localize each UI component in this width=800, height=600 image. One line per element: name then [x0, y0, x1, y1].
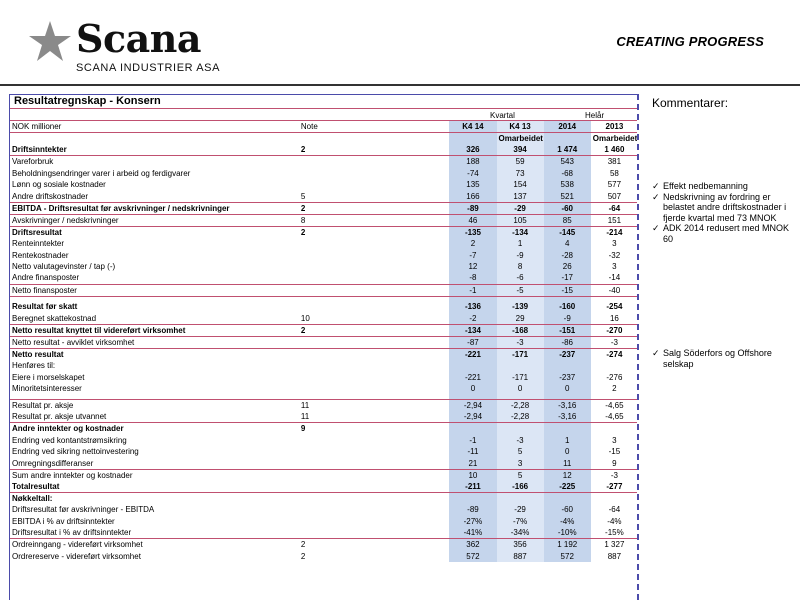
income-statement-sheet [9, 94, 639, 600]
comments-panel [652, 96, 792, 110]
row-value: -28 [544, 249, 591, 261]
row-value: -168 [497, 324, 544, 336]
row-note [299, 360, 449, 372]
group-kvartal: Kvartal [490, 111, 515, 120]
row-value: 26 [544, 261, 591, 273]
row-value: 394 [497, 144, 544, 156]
row-note [299, 458, 449, 470]
row-value: 151 [591, 214, 638, 226]
row-value: 521 [544, 190, 591, 202]
row-value: -2,28 [497, 411, 544, 423]
row-value: 543 [544, 156, 591, 168]
row-value: 59 [497, 156, 544, 168]
row-value: 137 [497, 190, 544, 202]
table-row [10, 324, 638, 336]
row-value: 1 [497, 238, 544, 250]
row-value: -134 [497, 226, 544, 238]
table-row [10, 550, 638, 562]
table-row [10, 504, 638, 516]
row-value: 1 474 [544, 144, 591, 156]
table-row [10, 226, 638, 238]
row-value [591, 360, 638, 372]
table-row [10, 156, 638, 168]
row-label: Andre driftskostnader [12, 191, 89, 201]
row-value: -3 [591, 469, 638, 481]
row-value: 5 [497, 469, 544, 481]
row-value: 0 [449, 383, 496, 395]
row-label: Netto resultat knyttet til videreført virksomhet [10, 324, 299, 336]
checkmark-icon: ✓ [652, 191, 660, 202]
row-label: Sum andre inntekter og kostnader [12, 470, 133, 480]
row-value: -9 [497, 249, 544, 261]
table-row [10, 539, 638, 551]
row-note: 11 [299, 411, 449, 423]
row-note [299, 383, 449, 395]
row-note [299, 371, 449, 383]
row-label: Renteinntekter [12, 238, 65, 248]
row-value: -9 [544, 313, 591, 325]
row-value: -4% [544, 516, 591, 528]
row-label: Beregnet skattekostnad [12, 313, 97, 323]
row-value: -211 [449, 481, 496, 493]
row-value: -225 [544, 481, 591, 493]
row-value [591, 492, 638, 504]
row-value: 11 [544, 458, 591, 470]
row-value: 12 [544, 469, 591, 481]
tagline: CREATING PROGRESS [616, 34, 764, 49]
row-note [299, 167, 449, 179]
table-row [10, 179, 638, 191]
row-value: 326 [449, 144, 496, 156]
row-value: 154 [497, 179, 544, 191]
subheader-k413: Omarbeidet [498, 134, 543, 144]
table-row [10, 214, 638, 226]
row-value: -15 [544, 284, 591, 296]
star-icon [28, 20, 72, 62]
row-value [497, 492, 544, 504]
row-label: EBITDA - Driftsresultat før avskrivninger / nedskrivninger [10, 202, 299, 214]
row-note [299, 284, 449, 296]
row-label: Driftsinntekter [10, 144, 299, 156]
row-note [299, 516, 449, 528]
row-value: -221 [449, 371, 496, 383]
row-value: -60 [544, 202, 591, 214]
row-value: 3 [591, 238, 638, 250]
row-value: -32 [591, 249, 638, 261]
comment-text: ADK 2014 redusert med MNOK 60 [663, 223, 790, 244]
row-note [299, 261, 449, 273]
sheet-title: Resultatregnskap - Konsern [14, 95, 161, 107]
row-label: Endring ved sikring nettoinvestering [12, 447, 139, 457]
row-label: Minoritetsinteresser [12, 384, 82, 394]
table-row [10, 284, 638, 296]
row-value: -1 [449, 434, 496, 446]
row-value: -27% [449, 516, 496, 528]
row-note: 10 [300, 313, 310, 323]
row-value: -274 [591, 348, 638, 360]
row-label: Ordreinngang - videreført virksomhet [12, 540, 143, 550]
comment-item [652, 348, 798, 369]
table-row [10, 458, 638, 470]
row-label: Vareforbruk [12, 157, 54, 167]
row-value: 3 [497, 458, 544, 470]
table-row [10, 411, 638, 423]
subheader-blank [10, 133, 299, 145]
row-value: -29 [497, 202, 544, 214]
table-row [10, 469, 638, 481]
row-value: -3 [497, 336, 544, 348]
table-row [10, 249, 638, 261]
table-row [10, 360, 638, 372]
row-label: Eiere i morselskapet [12, 372, 85, 382]
row-label: Resultat pr. aksje [12, 401, 74, 411]
row-value: -2 [449, 313, 496, 325]
row-value: -145 [544, 226, 591, 238]
row-value: -166 [497, 481, 544, 493]
row-value: -171 [497, 348, 544, 360]
row-value: 356 [497, 539, 544, 551]
row-value: 887 [591, 550, 638, 562]
col-header-2014: 2014 [544, 121, 591, 133]
row-label: Nøkkeltall: [12, 493, 53, 503]
row-value: -135 [449, 226, 496, 238]
row-value: 538 [544, 179, 591, 191]
row-label: Lønn og sosiale kostnader [12, 180, 106, 190]
row-note: 2 [299, 226, 449, 238]
income-statement-table [10, 120, 638, 562]
comment-item [652, 192, 798, 224]
row-label: Netto resultat [10, 348, 299, 360]
row-note [299, 179, 449, 191]
row-value: -10% [544, 527, 591, 539]
row-value [591, 423, 638, 435]
row-value: 1 327 [591, 539, 638, 551]
comment-item [652, 181, 798, 192]
table-row [10, 301, 638, 313]
row-value: -89 [449, 202, 496, 214]
row-value: 1 192 [544, 539, 591, 551]
row-note: 2 [299, 202, 449, 214]
row-note [299, 504, 449, 516]
row-value: 507 [591, 190, 638, 202]
row-note [299, 446, 449, 458]
brand-name: Scana [76, 16, 201, 61]
row-note [299, 492, 449, 504]
table-row [10, 261, 638, 273]
row-value: -17 [544, 272, 591, 284]
table-row [10, 481, 638, 493]
row-value: -277 [591, 481, 638, 493]
row-value: -276 [591, 371, 638, 383]
subheader-blank [299, 133, 449, 145]
row-value: 0 [544, 383, 591, 395]
row-value: -4% [591, 516, 638, 528]
table-row [10, 313, 638, 325]
row-value: -5 [497, 284, 544, 296]
row-value: -160 [544, 301, 591, 313]
row-value: 10 [449, 469, 496, 481]
row-value: -254 [591, 301, 638, 313]
row-note: 11 [300, 401, 310, 411]
row-note [299, 527, 449, 539]
row-value: -151 [544, 324, 591, 336]
table-row [10, 167, 638, 179]
row-value: -11 [449, 446, 496, 458]
row-value: 5 [497, 446, 544, 458]
row-value: -40 [591, 284, 638, 296]
row-note: 2 [300, 551, 306, 561]
row-label: Resultat pr. aksje utvannet [10, 411, 299, 423]
row-note [299, 336, 449, 348]
comment-text: Effekt nedbemanning [663, 181, 748, 191]
row-label: Henføres til: [12, 361, 56, 371]
row-value: 4 [544, 238, 591, 250]
table-row [10, 336, 638, 348]
row-value: -237 [544, 371, 591, 383]
row-value: 8 [497, 261, 544, 273]
table-row [10, 383, 638, 395]
row-value: -4,65 [591, 411, 638, 423]
row-value [449, 423, 496, 435]
scana-logo [28, 18, 228, 74]
row-value: -41% [449, 527, 496, 539]
table-row [10, 434, 638, 446]
row-value: 166 [449, 190, 496, 202]
table-row [10, 492, 638, 504]
row-note [299, 249, 449, 261]
row-value: -34% [497, 527, 544, 539]
row-value [544, 360, 591, 372]
table-row [10, 527, 638, 539]
checkmark-icon: ✓ [652, 181, 660, 191]
col-header-k414: K4 14 [449, 121, 496, 133]
row-value: -237 [544, 348, 591, 360]
row-value: 188 [449, 156, 496, 168]
row-value: -64 [591, 504, 638, 516]
table-row [10, 202, 638, 214]
row-value: 572 [544, 550, 591, 562]
row-value: -139 [497, 301, 544, 313]
row-value: 1 460 [591, 144, 638, 156]
row-value: -7% [497, 516, 544, 528]
row-value: -3 [591, 336, 638, 348]
row-value: 0 [544, 446, 591, 458]
group-helar: Helår [585, 111, 605, 120]
row-value: 887 [497, 550, 544, 562]
row-note [299, 156, 449, 168]
row-value: 3 [591, 261, 638, 273]
row-value [544, 423, 591, 435]
row-note: 2 [300, 540, 306, 550]
row-value: -7 [449, 249, 496, 261]
title-divider [10, 108, 638, 109]
table-row [10, 516, 638, 528]
comments-group-2 [652, 348, 798, 369]
row-label: Resultat før skatt [12, 302, 78, 312]
row-value: -171 [497, 371, 544, 383]
row-value: 572 [449, 550, 496, 562]
row-note: 2 [299, 144, 449, 156]
col-note-header: Note [299, 121, 449, 133]
row-value: -8 [449, 272, 496, 284]
row-value: 16 [591, 313, 638, 325]
row-value: 2 [449, 238, 496, 250]
row-note: 2 [299, 324, 449, 336]
comments-group-1 [652, 181, 798, 244]
row-value: -60 [544, 504, 591, 516]
col-header-2013: 2013 [591, 121, 638, 133]
row-label: Endring ved kontantstrømsikring [12, 435, 127, 445]
row-value: -2,28 [497, 400, 544, 412]
row-value: 362 [449, 539, 496, 551]
row-value: 58 [591, 167, 638, 179]
row-value [497, 423, 544, 435]
row-value: 29 [497, 313, 544, 325]
row-note [299, 301, 449, 313]
table-row [10, 348, 638, 360]
row-label: Netto finansposter [10, 284, 299, 296]
row-value: -15 [591, 446, 638, 458]
table-row [10, 400, 638, 412]
row-value: 73 [497, 167, 544, 179]
row-value [449, 360, 496, 372]
table-header-row [10, 121, 638, 133]
row-label: Netto resultat - avviklet virksomhet [12, 337, 135, 347]
row-value: -3,16 [544, 411, 591, 423]
row-value: -64 [591, 202, 638, 214]
table-row [10, 144, 638, 156]
comments-title: Kommentarer: [652, 96, 729, 110]
row-note [299, 238, 449, 250]
row-value: -86 [544, 336, 591, 348]
row-label: Ordrereserve - videreført virksomhet [12, 551, 141, 561]
row-value: -6 [497, 272, 544, 284]
table-subheader-row [10, 133, 638, 145]
table-row [10, 423, 638, 435]
col-header-k413: K4 13 [497, 121, 544, 133]
row-label: Totalresultat [10, 481, 299, 493]
row-label: Beholdningsendringer varer i arbeid og ferdigvarer [12, 168, 191, 178]
row-value: -2,94 [449, 411, 496, 423]
row-value: -3 [497, 434, 544, 446]
checkmark-icon: ✓ [652, 348, 660, 358]
row-value: 135 [449, 179, 496, 191]
row-value [544, 492, 591, 504]
table-row [10, 371, 638, 383]
col-label-header: NOK millioner [10, 121, 299, 133]
row-label: Driftsresultat før avskrivninger - EBITDA [12, 505, 155, 515]
row-value: -68 [544, 167, 591, 179]
subheader-k414 [449, 133, 496, 145]
row-value: 46 [449, 214, 496, 226]
row-value: -214 [591, 226, 638, 238]
row-value: 0 [497, 383, 544, 395]
row-value [449, 492, 496, 504]
row-value: 12 [449, 261, 496, 273]
row-value: -221 [449, 348, 496, 360]
table-row [10, 272, 638, 284]
comment-text: Nedskrivning av fordring er belastet andre driftskostnader i fjerde kvartal med 73 MNOK [663, 191, 787, 223]
comment-item [652, 223, 798, 244]
row-value: 105 [497, 214, 544, 226]
row-value: -87 [449, 336, 496, 348]
row-label: Omregningsdifferanser [10, 458, 299, 470]
checkmark-icon: ✓ [652, 223, 660, 233]
row-value: 21 [449, 458, 496, 470]
row-value: 3 [591, 434, 638, 446]
row-value [497, 360, 544, 372]
row-note [299, 434, 449, 446]
row-note: 9 [300, 424, 306, 434]
table-row [10, 446, 638, 458]
row-note: 8 [300, 215, 306, 225]
table-row [10, 238, 638, 250]
subheader-2014 [544, 133, 591, 145]
row-note: 5 [300, 191, 306, 201]
row-value: 577 [591, 179, 638, 191]
row-value: -2,94 [449, 400, 496, 412]
row-value: -1 [449, 284, 496, 296]
header-divider [0, 84, 800, 86]
row-label: Andre inntekter og kostnader [12, 424, 124, 434]
row-note [299, 272, 449, 284]
row-value: 381 [591, 156, 638, 168]
row-value: -74 [449, 167, 496, 179]
comment-text: Salg Söderfors og Offshore selskap [663, 348, 772, 369]
row-value: -3,16 [544, 400, 591, 412]
row-label: EBITDA i % av driftsinntekter [12, 516, 115, 526]
row-label: Avskrivninger / nedskrivninger [12, 215, 119, 225]
row-value: -89 [449, 504, 496, 516]
row-value: -29 [497, 504, 544, 516]
row-value: -136 [449, 301, 496, 313]
row-value: -15% [591, 527, 638, 539]
row-value: -4,65 [591, 400, 638, 412]
row-value: -14 [591, 272, 638, 284]
row-value: 1 [544, 434, 591, 446]
row-label: Andre finansposter [12, 273, 80, 283]
row-label: Netto valutagevinster / tap (-) [12, 262, 116, 272]
row-value: 9 [591, 458, 638, 470]
table-row [10, 190, 638, 202]
row-value: -270 [591, 324, 638, 336]
row-label: Driftsresultat [10, 226, 299, 238]
row-label: Driftsresultat i % av driftsinntekter [10, 527, 299, 539]
row-value: -134 [449, 324, 496, 336]
company-name: SCANA INDUSTRIER ASA [76, 62, 221, 74]
row-value: 2 [591, 383, 638, 395]
row-value: 85 [544, 214, 591, 226]
row-note [299, 469, 449, 481]
row-note [299, 348, 449, 360]
subheader-2013: Omarbeidet [592, 134, 638, 144]
row-label: Rentekostnader [12, 250, 69, 260]
row-note [299, 481, 449, 493]
